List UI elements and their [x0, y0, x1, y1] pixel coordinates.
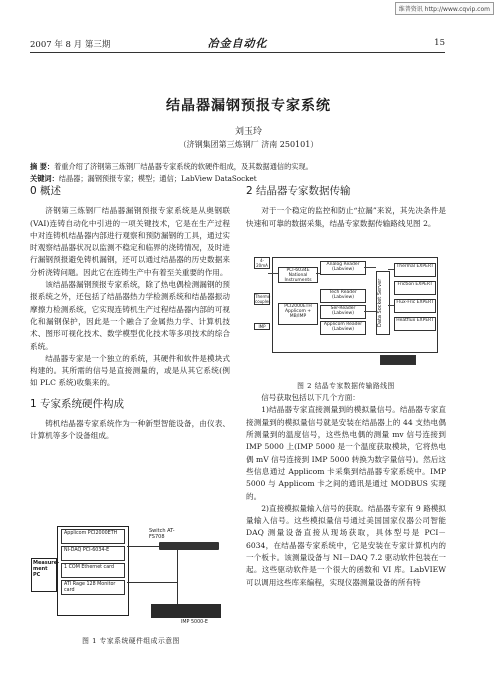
card-nidaq: NI-DAQ PCI-6034-E — [61, 546, 125, 561]
figure-2-caption: 图 2 结晶专家数据传输路线图 — [297, 381, 395, 390]
section-2-heading: 2 结晶器专家数据传输 — [246, 185, 351, 197]
section-0-paragraph-2: 该结晶器漏钢预报专家系统，除了热电偶检测漏钢的预报系统之外，还包括了结晶器热力学检测系统和结晶器振动摩擦力检测系统，它实现连铸机生产过程结晶器内部的可视化和漏钢保护，因此是一个融合了金属热力学、计算机技术、图形可视化技术、数学模型优化技术等多项技术的综合系统。 — [30, 280, 230, 351]
page-number: 15 — [434, 38, 445, 48]
keywords-text: 结晶器；漏钢预报专家；模型；通信；LabView DataSocket — [58, 174, 257, 183]
section-2-paragraph-1: 对于一个稳定的监控和防止“拉漏”来说，其先决条件是快速和可靠的数据采集，结晶专家数据传输路线见图 2。 — [246, 206, 446, 228]
keywords-label: 关键词： — [30, 174, 59, 183]
computer-box — [57, 526, 129, 616]
card-ethernet: 1 COM Ethernet card — [61, 563, 125, 578]
affiliation: （济钢集团第三炼钢厂 济南 250101） — [178, 140, 319, 149]
connector-line — [364, 267, 376, 268]
right-column — [246, 185, 446, 589]
heatflux-expert-block: Heatflux EXPERT — [394, 317, 436, 331]
card-applicom: Applicom PCI2000ETH — [61, 529, 125, 544]
figure-1-caption: 图 1 专家系统硬件组成示意图 — [82, 637, 180, 645]
section-2-paragraph-2: 信号获取包括以下几个方面： — [261, 393, 360, 403]
section-0-paragraph-1: 济钢第三炼钢厂结晶器漏钢预报专家系统是从奥钢联(VAI)连铸自动化中引进的一项关键技术，它是在生产过程中对连铸机结晶器内部进行观察和预防漏钢的工具，通过实时观察结晶器状况以监测不稳定和临界的浇铸情况，及时进行漏钢预报避免铸机漏钢，还可以通过结晶器的历史数据来分析浇铸问题。因此它在连铸生产中有着至关重要的作用。 — [30, 206, 230, 277]
abstract — [30, 161, 450, 185]
watermark: 维普资讯 http://www.cqvip.com — [395, 2, 494, 15]
abstract-label: 摘 要： — [30, 162, 55, 171]
section-2-paragraph-4: 2)直接模拟量输入信号的获取。结晶器专家有 9 路模拟量输入信号。这些模拟量信号通过美国国家仪器公司智能 DAQ 测量设备直接从现场获取，具体型号是 PCI－6034，在结晶器专家系统中，它是安装在专家计算机内的一个板卡。该测量设备与 NI－DAQ 7.2 驱动软件包装在一起。这些驱动软件是一个很大的函数和 VI 库。LabVIEW 可以调用这些库来编程，实现仪器测量设备的所有特 — [246, 503, 446, 587]
imp-label: IMP 5000-E — [181, 620, 208, 625]
label-imp: IMP — [254, 323, 270, 330]
card-ati: ATI Rage 128 Monitor card — [61, 580, 125, 595]
label-thermocouples: Thermo couples — [255, 294, 271, 304]
friction-expert-block: Friction EXPERT — [394, 281, 436, 295]
figure-1 — [31, 522, 231, 657]
pci-6034e-block: PCI-6034E National Instruments — [278, 267, 318, 283]
connector-line — [177, 550, 178, 604]
connector-line — [316, 273, 320, 274]
switch-device — [159, 542, 219, 550]
connector-line — [388, 305, 394, 306]
page-header — [30, 36, 445, 53]
connector-line — [388, 269, 394, 270]
analog-reader-block: Analog Reader (Labview) — [320, 261, 366, 275]
section-0-paragraph-3: 结晶器专家是一个独立的系统，其硬件和软件是模块式构建的。其所需的信号是直接测量的，或是从其它系统(例如 PLC 系统)收集来的。 — [30, 353, 230, 388]
connector-line — [364, 311, 376, 312]
section-0-heading: 0 概述 — [30, 185, 62, 197]
connector-line — [127, 582, 177, 583]
tech-reader-block: Tech Reader (Labview) — [320, 289, 366, 303]
section-2-paragraph-3: 1)结晶器专家直接测量到的模拟量信号。结晶器专家直接测量到的模拟量信号就是安装在结晶器上的 44 支热电偶所测量到的温度信号，这些热电偶的测量 mv 信号连接到 IMP 5000 上(IMP 5000 是一个温度获取模块，它将热电偶 mV 信号连接到 IMP 5000 转换为数字量信号)。然后这些信息通过 Applicom 卡采集到结晶器专家系统中。IMP 5000 与 Applicom 卡之间的通讯是通过 MODBUS 实现的。 — [246, 405, 446, 501]
applicom-block: PCI2000ETH Applicom + MB/IMP — [278, 303, 318, 325]
data-socket-server: Data Socket Server — [376, 271, 390, 335]
paper-title: 结晶器漏钢预报专家系统 — [166, 98, 331, 114]
figure-2 — [254, 253, 444, 369]
imp-5000-device — [151, 604, 221, 618]
thermal-expert-block: Thermal EXPERT — [394, 263, 436, 277]
label-4-20ma: 4-20mA — [254, 257, 270, 269]
section-1-paragraph-1: 铸机结晶器专家系统作为一种新型智能设备，由仪表、计算机等多个设备组成。 — [30, 419, 230, 441]
switch-label: Switch AT-FS708 — [149, 528, 175, 540]
measurement-pc-label: Measure-ment PC — [31, 558, 57, 592]
header-date: 2007 年 8 月 第三期 — [30, 40, 111, 50]
fluxfric-expert-block: Flux-Fric EXPERT — [394, 299, 436, 313]
connector-line — [127, 546, 159, 547]
applicom-reader-block: Applicom Reader (Labview) — [320, 321, 366, 335]
journal-logo: 冶金自动化 — [207, 37, 268, 50]
monitor-icon — [380, 355, 416, 365]
abstract-text: 着重介绍了济钢第三炼钢厂结晶器专家系统的软硬件组成，及其数据通信的实现。 — [54, 162, 313, 171]
section-1-heading: 1 专家系统硬件构成 — [30, 397, 125, 410]
connector-line — [268, 273, 278, 274]
ser-reader-block: Ser-Reader (Labview) — [320, 305, 366, 319]
author: 刘玉玲 — [234, 127, 262, 137]
left-column — [30, 185, 230, 443]
